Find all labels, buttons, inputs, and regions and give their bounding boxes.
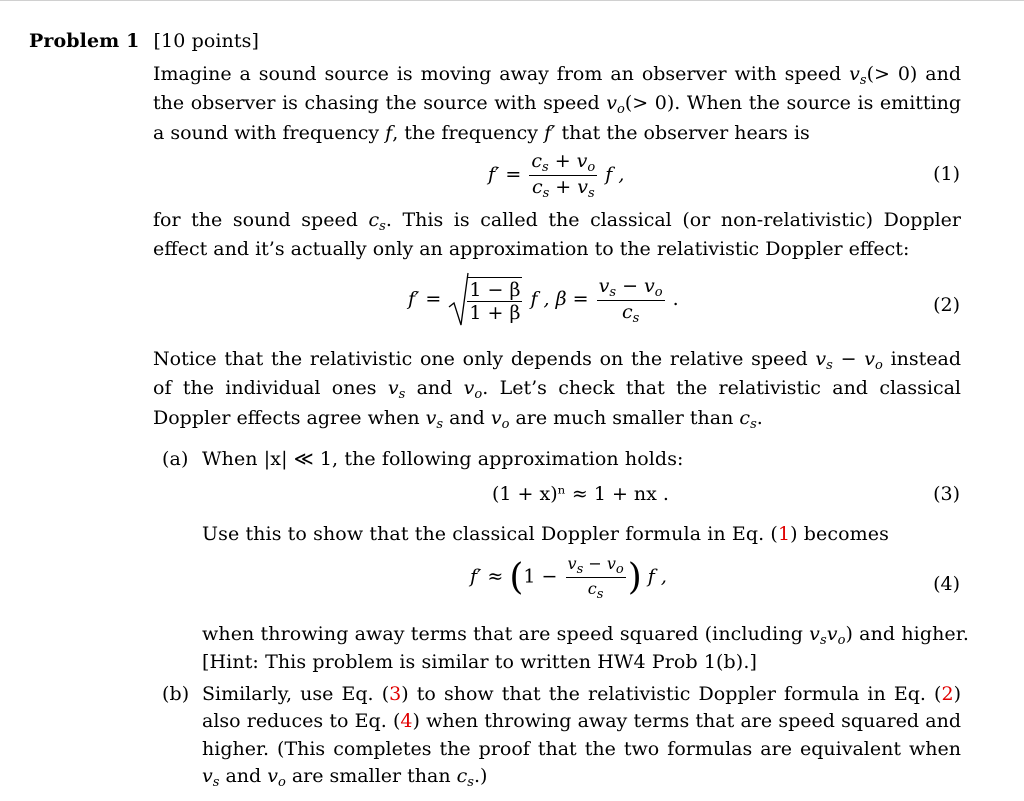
eq4-end: f , [647,565,667,588]
eq1-fraction: $\frac{c_s + v_o}{c_s + v_s}$ [531,150,596,201]
para3-text-f: are much smaller than [509,406,740,429]
intro-paragraph: Imagine a sound source is moving away from an observer with speed $v_s(> 0)$ and the observer is chasing the source with speed $v_o(> 0)$. When the source is emitting a sound with frequency f, the frequency f′ that the observer hears is [153,63,962,144]
eq2-mid: f , β = [530,288,589,310]
para3-text-a: Notice that the relativistic one only depends on the relative speed [153,348,816,370]
intro-text-d: , the frequency [392,121,545,144]
eq2-reference-link[interactable]: 2 [941,683,954,705]
eq4-lhs: f′ ≈ [470,565,504,588]
para3-text-b: instead of the individual ones [153,348,961,400]
intro-text-a: Imagine a sound source is moving away from an observer with speed [153,63,850,85]
equation-1 [488,151,624,200]
eq2-sqrt: $\frac{1 - \beta}{1 + \beta}$ [447,271,524,329]
equation-4: f′ ≈ (1 − $\frac{v_s - v_o}{c_s}$ ) f , [470,554,667,602]
para2-text-b: . This is called the classical (or non-relativistic) Doppler effect and it’s actually only an approximation to the relativistic Doppler effect: [153,209,962,261]
part-a-after-text: when throwing away terms that are speed squared (including $v_sv_o$) and higher. [202,623,970,648]
paragraph-3: Notice that the relativistic one only depends on the relative speed $v_s - v_o$ instead of the individual ones $v_s$ and $v_o$. Let’s check that the relativistic and classical Doppler effects agree when $v_s$ and $v_o$ are much smaller than $c_s$. [153,348,961,432]
part-b-label: (b) [162,683,190,705]
part-a-intro: When |x| ≪ 1, the following approximation holds: [202,448,684,470]
eq3-reference-link[interactable]: 3 [389,683,402,705]
eq4-fraction: $\frac{v_s - v_o}{c_s}$ [567,554,624,602]
part-a-hint: [Hint: This problem is similar to written HW4 Prob 1(b).] [202,651,757,673]
part-b-text: Similarly, use Eq. (3) to show that the relativistic Doppler formula in Eq. (2) also reduces to Eq. (4) when throwing away terms that are speed squared and higher. (This completes the proof that the two formulas are equivalent when $v_s$ and $v_o$ are smaller than $c_s$.) [202,683,961,790]
eq2-number: (2) [933,294,960,316]
problem-points: [10 points] [153,30,259,52]
para2-text-a: for the sound speed [153,209,369,231]
part-a-use-text: Use this to show that the classical Doppler formula in Eq. (1) becomes [202,523,889,545]
para3-text-c: and [405,377,464,400]
problem-heading [29,28,259,55]
equation-3: (1 + x)ⁿ ≈ 1 + nx . [492,483,669,505]
intro-text-e: that the observer hears is [555,121,810,144]
eq2-lhs: f′ = [408,288,442,310]
intro-text-b: and the observer is chasing the source with speed [153,63,962,115]
intro-text-c: . When the source is emitting a sound with frequency [153,92,962,144]
part-a-label: (a) [162,448,189,470]
eq2-end: . [672,288,679,310]
eq2-beta-fraction: $\frac{v_s - v_o}{c_s}$ [598,274,663,326]
problem-label: Problem 1 [29,30,140,52]
eq1-number: (1) [933,163,960,185]
eq1-reference-link[interactable]: 1 [777,523,791,545]
para3-text-e: and [443,406,491,429]
eq3-number: (3) [933,483,960,505]
paragraph-2: for the sound speed $c_s$. This is called the classical (or non-relativistic) Doppler effect and it’s actually only an approximation to the relativistic Doppler effect: [153,209,962,261]
eq4-number: (4) [933,573,960,595]
equation-2 [408,271,679,329]
eq1-rhs: f , [605,163,625,186]
eq4-reference-link[interactable]: 4 [400,710,413,733]
para3-text-d: . Let’s check that the relativistic and classical Doppler effects agree when [153,377,961,429]
eq1-lhs: f′ = [488,163,522,186]
sqrt-sign-icon [447,271,469,329]
